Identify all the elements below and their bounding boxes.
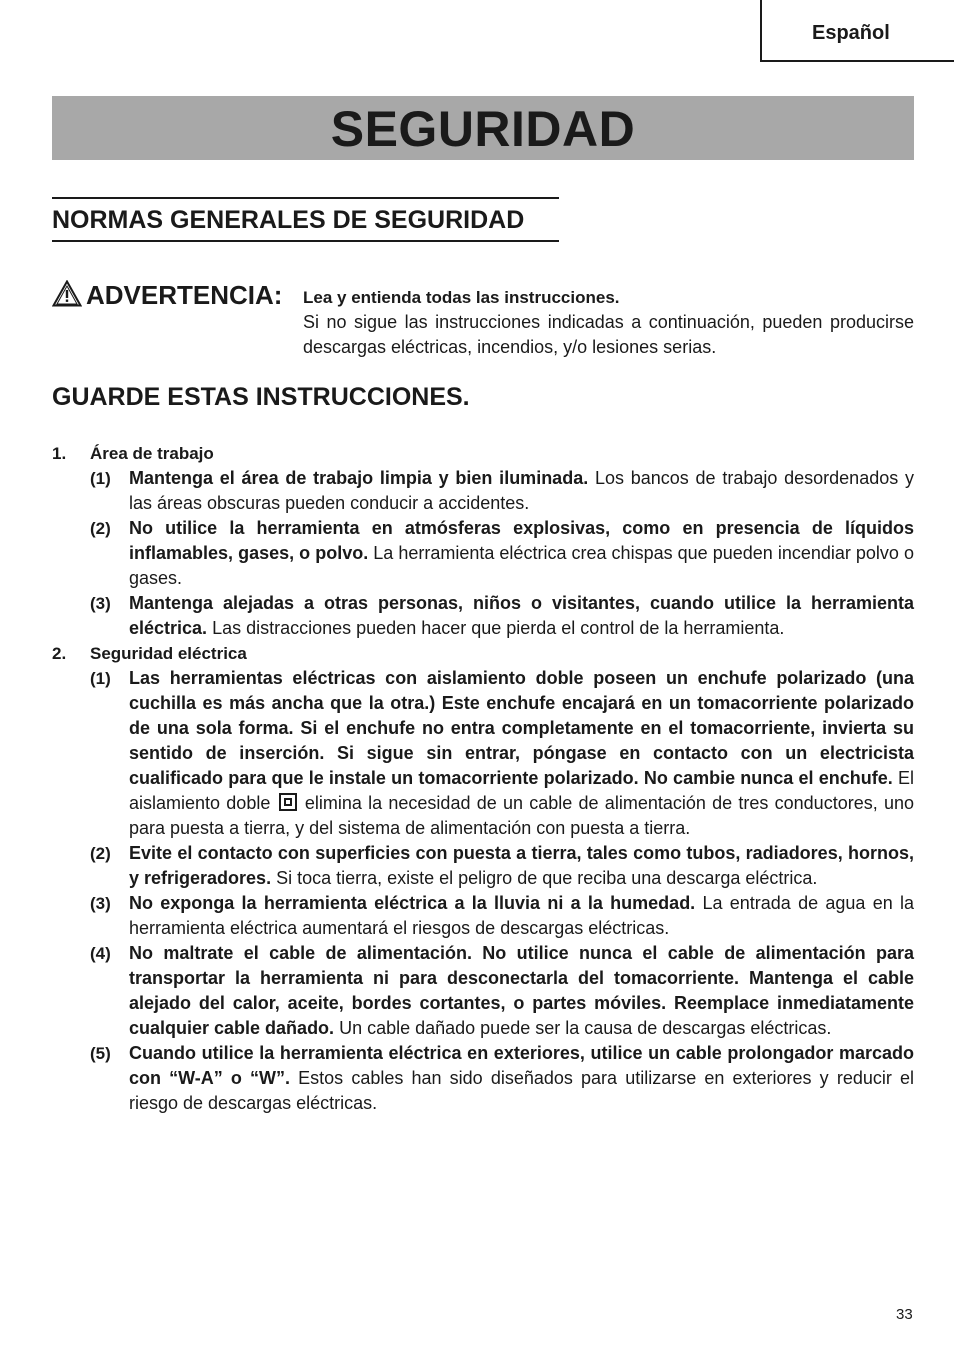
list-item: [52, 1041, 914, 1116]
item-text: Los bancos de trabajo desordenados y las áreas obscuras pueden conducir a accidentes.: [129, 468, 914, 513]
section-title-text: Seguridad eléctrica: [90, 644, 247, 663]
list-item: [52, 841, 914, 891]
item-bold-text: No utilice la herramienta en atmósferas explosivas, como en presencia de líquidos inflamables, gases, o polvo.: [129, 518, 914, 563]
item-number: (2): [90, 844, 111, 863]
item-bold-text: Cuando utilice la herramienta eléctrica en exteriores, utilice un cable prolongador marcado con “W-A” o “W”.: [129, 1043, 914, 1088]
list-item: [52, 666, 914, 841]
item-bold-text: Las herramientas eléctricas con aislamiento doble poseen un enchufe polarizado (una cuchilla es más ancha que la otra.) Este enchufe encajará en un tomacorriente polarizado de una sola forma. Si el enchufe no entra completamente en el tomacorriente, invierta su sentido de inserción. Si sigue sin entrar, póngase en contacto con un electricista cualificado para que le instale un tomacorriente polarizado. No cambie nunca el enchufe.: [129, 668, 914, 788]
item-number: (3): [90, 894, 111, 913]
double-insulation-icon: [279, 793, 297, 811]
list-item: [52, 466, 914, 516]
section-number: 2.: [52, 644, 67, 663]
safety-list: [52, 441, 914, 1116]
item-text: La entrada de agua en la herramienta eléctrica aumentará el riesgos de descargas eléctricas.: [129, 893, 915, 938]
item-number: (3): [90, 594, 111, 613]
warning-lead: Lea y entienda todas las instrucciones.: [303, 288, 620, 307]
item-bold-text: No maltrate el cable de alimentación. No utilice nunca el cable de alimentación para transportar la herramienta ni para desconectarla del tomacorriente. Mantenga el cable alejado del calor, aceite, bordes cortantes, o partes móviles. Reemplace inmediatamente cualquier cable dañado.: [129, 943, 914, 1038]
save-instructions-heading: GUARDE ESTAS INSTRUCCIONES.: [52, 383, 470, 411]
item-text-after: elimina la necesidad de un cable de alimentación de tres conductores, uno para puesta a tierra, y del sistema de alimentación con puesta a tierra.: [129, 793, 914, 838]
section-title: [52, 641, 914, 666]
item-text: Estos cables han sido diseñados para utilizarse en exteriores y reducir el riesgo de descargas eléctricas.: [129, 1068, 914, 1113]
item-number: (4): [90, 944, 111, 963]
warning-text: [303, 285, 914, 360]
section-number: 1.: [52, 444, 67, 463]
title-banner: [52, 96, 914, 160]
language-label: Español: [812, 22, 890, 44]
item-bold-text: Evite el contacto con superficies con puesta a tierra, tales como tubos, radiadores, hornos, y refrigeradores.: [129, 843, 914, 888]
list-item: [52, 891, 914, 941]
item-number: (2): [90, 519, 111, 538]
page-number: 33: [896, 1306, 913, 1323]
item-number: (5): [90, 1044, 111, 1063]
item-number: (1): [90, 469, 111, 488]
item-bold-text: No exponga la herramienta eléctrica a la lluvia ni a la humedad.: [129, 893, 696, 913]
item-text: La herramienta eléctrica crea chispas que pueden incendiar polvo o gases.: [129, 543, 914, 588]
section-title-text: Área de trabajo: [90, 444, 214, 463]
warning-label: ADVERTENCIA:: [86, 280, 283, 310]
item-text: Las distracciones pueden hacer que pierda el control de la herramienta.: [207, 618, 785, 638]
item-number: (1): [90, 669, 111, 688]
section-title: [52, 441, 914, 466]
warning-triangle-icon: [52, 280, 82, 307]
list-item: [52, 941, 914, 1041]
list-item: [52, 591, 914, 641]
item-text: Un cable dañado puede ser la causa de descargas eléctricas.: [334, 1018, 832, 1038]
section-heading: NORMAS GENERALES DE SEGURIDAD: [52, 197, 559, 242]
warning-body: Si no sigue las instrucciones indicadas a continuación, pueden producirse descargas eléctricas, incendios, y/o lesiones serias.: [303, 312, 914, 357]
item-bold-text: Mantenga alejadas a otras personas, niños o visitantes, cuando utilice la herramienta eléctrica.: [129, 593, 914, 638]
item-text: El aislamiento doble: [129, 768, 915, 813]
item-text: Si toca tierra, existe el peligro de que reciba una descarga eléctrica.: [271, 868, 818, 888]
list-item: [52, 516, 914, 591]
language-tab: [760, 0, 954, 62]
page-title: SEGURIDAD: [330, 101, 636, 157]
item-bold-text: Mantenga el área de trabajo limpia y bien iluminada.: [129, 468, 589, 488]
